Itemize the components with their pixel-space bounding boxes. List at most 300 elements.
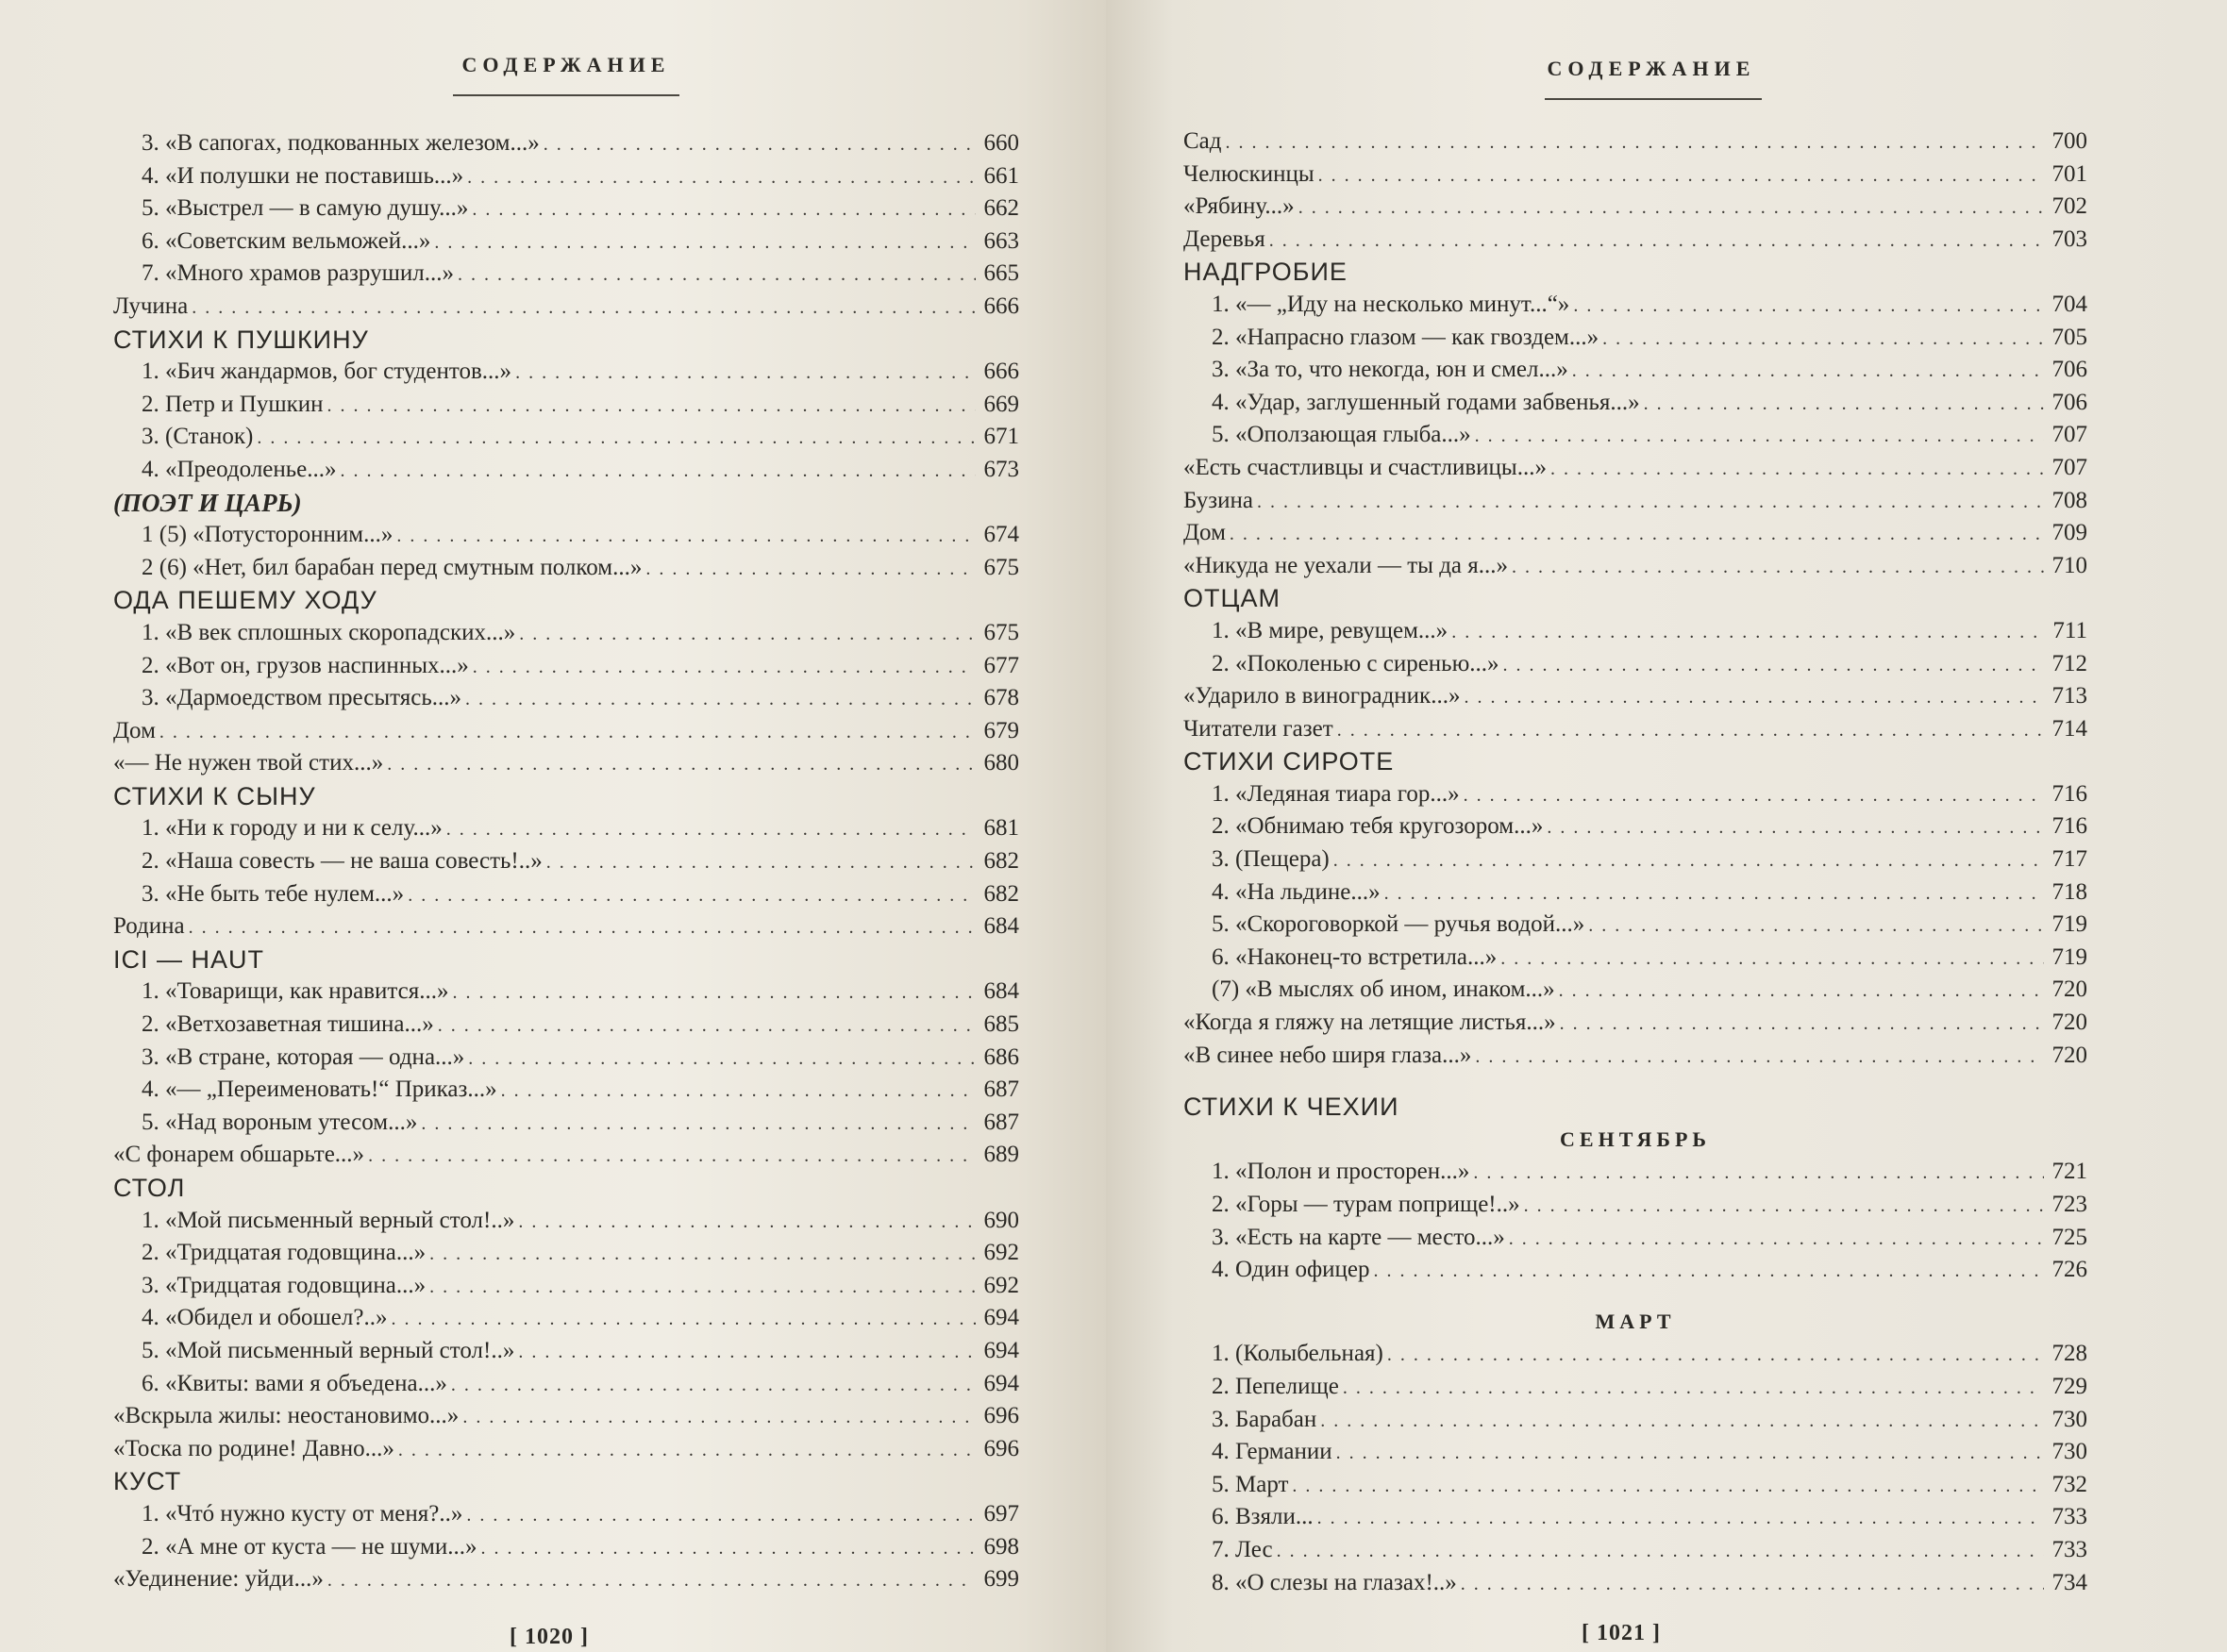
toc-entry <box>113 1237 1019 1270</box>
entry-page-number: 714 <box>2051 715 2087 742</box>
dot-leader <box>515 357 976 390</box>
entry-title: 2. Петр и Пушкин <box>142 391 324 417</box>
entry-page-number: 712 <box>2051 650 2087 676</box>
dot-leader <box>1226 126 2045 159</box>
toc-entry <box>1183 224 2087 257</box>
dot-leader <box>429 1271 976 1304</box>
dot-leader <box>421 1108 976 1141</box>
entry-page-number: 702 <box>2051 193 2087 220</box>
entry-title: 1. «Бич жандармов, бог студентов...» <box>142 359 512 385</box>
entry-title: 2. «А мне от куста — не шуми...» <box>142 1533 477 1560</box>
entry-title: Деревья <box>1183 225 1265 252</box>
entry-title: 2. «Вот он, грузов наспинных...» <box>142 652 469 678</box>
toc-entry <box>113 1107 1019 1140</box>
entry-title: 3. «В стране, которая — одна...» <box>142 1043 465 1070</box>
dot-leader <box>1509 1223 2044 1256</box>
entry-title: 2. «Горы — турам поприще!..» <box>1212 1192 1520 1217</box>
subsection-title: МАРТ <box>1595 1309 1676 1333</box>
toc-entry <box>113 1270 1019 1303</box>
section-title: (ПОЭТ И ЦАРЬ) <box>113 488 302 517</box>
entry-title: «Ударило в виноградник...» <box>1183 683 1461 709</box>
entry-page-number: 666 <box>983 292 1019 319</box>
dot-leader <box>1475 1041 2044 1074</box>
dot-leader <box>465 683 976 716</box>
entry-title: 1. «Товарищи, как нравится...» <box>142 978 449 1005</box>
toc-entry <box>1183 1371 2087 1404</box>
entry-title: (7) «В мыслях об ином, инаком...» <box>1212 976 1555 1003</box>
section-title: СТИХИ К ЧЕХИИ <box>1183 1093 1399 1122</box>
header-rule-right <box>1545 98 1762 100</box>
entry-title: 2. «Поколенью с сиренью...» <box>1212 650 1499 676</box>
entry-page-number: 675 <box>983 619 1019 645</box>
toc-entry <box>113 878 1019 911</box>
toc-entry <box>1183 387 2087 420</box>
entry-page-number: 719 <box>2051 911 2087 938</box>
dot-leader <box>1317 1502 2044 1535</box>
toc-entry <box>113 812 1019 845</box>
entry-page-number: 694 <box>983 1337 1019 1363</box>
dot-leader <box>466 1499 976 1532</box>
entry-title: Дом <box>113 717 156 743</box>
dot-leader <box>1343 1372 2044 1405</box>
dot-leader <box>1524 1190 2044 1223</box>
entry-title: «Вскрыла жилы: неостановимо...» <box>113 1403 460 1429</box>
entry-title: 2. «Обнимаю тебя кругозором...» <box>1212 813 1544 840</box>
entry-page-number: 733 <box>2051 1504 2087 1530</box>
dot-leader <box>1320 1405 2044 1438</box>
entry-page-number: 694 <box>983 1305 1019 1331</box>
toc-entry <box>113 976 1019 1009</box>
entry-title: Дом <box>1183 520 1226 546</box>
dot-leader <box>1588 909 2044 943</box>
dot-leader <box>1473 1157 2044 1190</box>
toc-entry <box>1183 615 2087 648</box>
entry-page-number: 732 <box>2051 1471 2087 1497</box>
dot-leader <box>467 161 976 194</box>
entry-title: 1. «Ледяная тиара гор...» <box>1212 780 1460 807</box>
dot-leader <box>518 1336 976 1369</box>
entry-title: 1. «— „Иду на несколько минут...“» <box>1212 291 1570 317</box>
entry-title: 1. «В мире, ревущем...» <box>1212 617 1448 643</box>
dot-leader <box>1644 388 2044 421</box>
entry-title: 5. «Оползающая глыба...» <box>1212 422 1471 448</box>
entry-page-number: 660 <box>983 130 1019 156</box>
entry-title: 1. «В век сплошных скоропадских...» <box>142 619 516 645</box>
toc-entry <box>1183 419 2087 452</box>
toc-section-heading <box>113 324 1019 357</box>
entry-title: «— Не нужен твой стих...» <box>113 750 384 776</box>
toc-entry <box>113 1400 1019 1433</box>
dot-leader <box>387 748 976 781</box>
entry-title: 4. «— „Переименовать!“ Приказ...» <box>142 1076 497 1103</box>
entry-page-number: 705 <box>2051 324 2087 350</box>
toc-entry <box>113 421 1019 454</box>
entry-title: 1. (Колыбельная) <box>1212 1341 1383 1367</box>
entry-page-number: 679 <box>983 717 1019 743</box>
entry-page-number: 720 <box>2051 1042 2087 1068</box>
entry-page-number: 733 <box>2051 1536 2087 1562</box>
toc-entry <box>113 192 1019 225</box>
toc-entry <box>113 1335 1019 1368</box>
entry-page-number: 716 <box>2051 780 2087 807</box>
entry-page-number: 717 <box>2051 846 2087 873</box>
toc-entry <box>1183 810 2087 843</box>
dot-leader <box>1559 975 2044 1008</box>
toc-entry <box>1183 1189 2087 1222</box>
toc-entry <box>113 127 1019 160</box>
dot-leader <box>192 292 976 325</box>
entry-title: «Есть счастливцы и счастливицы...» <box>1183 454 1547 480</box>
entry-title: 2. Пепелище <box>1212 1373 1339 1399</box>
section-title: СТОЛ <box>113 1174 186 1202</box>
toc-entry <box>1183 1156 2087 1189</box>
dot-leader <box>434 226 976 259</box>
dot-leader <box>1503 649 2044 682</box>
section-title: СТИХИ К ПУШКИНУ <box>113 325 369 354</box>
entry-title: 5. «Мой письменный верный стол!..» <box>142 1337 515 1363</box>
toc-entry <box>113 910 1019 943</box>
entry-title: 4. «Удар, заглушенный годами забвенья...» <box>1212 389 1640 415</box>
toc-entry <box>1183 1222 2087 1255</box>
dot-leader <box>341 455 976 488</box>
entry-page-number: 692 <box>983 1272 1019 1298</box>
entry-page-number: 680 <box>983 750 1019 776</box>
section-title: СТИХИ СИРОТЕ <box>1183 747 1395 776</box>
entry-title: 3. «Не быть тебе нулем...» <box>142 880 405 907</box>
entry-title: 4. «Преодоленье...» <box>142 456 337 482</box>
subsection-title: СЕНТЯБРЬ <box>1560 1126 1711 1151</box>
entry-page-number: 694 <box>983 1370 1019 1396</box>
entry-title: 4. Один офицер <box>1212 1257 1370 1283</box>
toc-subsection-heading <box>1183 1124 2087 1157</box>
entry-page-number: 703 <box>2051 225 2087 252</box>
entry-page-number: 684 <box>983 913 1019 940</box>
toc-entry <box>1183 1040 2087 1073</box>
dot-leader <box>1500 943 2044 976</box>
entry-page-number: 720 <box>2051 1010 2087 1036</box>
entry-title: 6. «Квиты: вами я объедена...» <box>142 1370 447 1396</box>
dot-leader <box>1384 877 2044 910</box>
toc-entry <box>1183 942 2087 975</box>
dot-leader <box>1257 486 2044 519</box>
toc-entry <box>1183 191 2087 224</box>
entry-title: «Никуда не уехали — ты да я...» <box>1183 552 1509 578</box>
dot-leader <box>1336 1437 2044 1470</box>
section-title: ICI — HAUT <box>113 944 265 974</box>
entry-title: 2. «Тридцатая годовщина...» <box>142 1240 427 1266</box>
entry-page-number: 696 <box>983 1435 1019 1461</box>
entry-title: 8. «О слезы на глазах!..» <box>1212 1569 1457 1595</box>
toc-entry <box>1183 517 2087 550</box>
section-title: НАДГРОБИЕ <box>1183 258 1348 287</box>
toc-entry <box>113 160 1019 193</box>
entry-title: 6. «Наконец-то встретила...» <box>1212 943 1498 970</box>
dot-leader <box>1298 192 2044 225</box>
dot-leader <box>546 846 976 879</box>
entry-title: 1 (5) «Потусторонним...» <box>142 522 393 548</box>
dot-leader <box>1602 323 2044 356</box>
toc-entry <box>1183 1567 2087 1600</box>
entry-title: Бузина <box>1183 487 1253 513</box>
entry-page-number: 687 <box>983 1109 1019 1135</box>
entry-title: 3. «За то, что некогда, юн и смел...» <box>1212 357 1568 383</box>
dot-leader <box>1475 420 2044 453</box>
entry-page-number: 707 <box>2051 454 2087 480</box>
toc-section-heading <box>113 487 1019 520</box>
entry-page-number: 706 <box>2051 389 2087 415</box>
entry-page-number: 663 <box>983 227 1019 254</box>
dot-leader <box>458 259 976 292</box>
toc-entry <box>113 682 1019 715</box>
toc-section-heading <box>113 1172 1019 1205</box>
page-header-right: СОДЕРЖАНИЕ <box>1547 57 1756 80</box>
dot-leader <box>1547 811 2044 844</box>
toc-entry <box>113 845 1019 878</box>
entry-page-number: 681 <box>983 815 1019 842</box>
dot-leader <box>438 1010 976 1043</box>
entry-title: 2. «Напрасно глазом — как гвоздем...» <box>1212 324 1599 350</box>
entry-title: 5. «Скороговоркой — ручья водой...» <box>1212 911 1585 938</box>
entry-title: 3. «В сапогах, подкованных железом...» <box>142 130 540 156</box>
dot-leader <box>481 1532 976 1565</box>
entry-page-number: 704 <box>2051 291 2087 317</box>
dot-leader <box>257 422 976 455</box>
dot-leader <box>1374 1255 2044 1288</box>
toc-subsection-heading <box>1183 1306 2087 1339</box>
entry-page-number: 709 <box>2051 520 2087 546</box>
entry-page-number: 711 <box>2052 617 2087 643</box>
entry-page-number: 662 <box>983 195 1019 222</box>
toc-entry <box>1183 680 2087 713</box>
entry-page-number: 677 <box>983 652 1019 678</box>
entry-page-number: 699 <box>983 1566 1019 1593</box>
entry-page-number: 689 <box>983 1142 1019 1168</box>
dot-leader <box>396 520 976 553</box>
dot-leader <box>501 1075 976 1108</box>
toc-left <box>113 127 1019 1596</box>
entry-page-number: 698 <box>983 1533 1019 1560</box>
dot-leader <box>1560 1008 2044 1041</box>
dot-leader <box>429 1238 976 1271</box>
right-page <box>1106 0 2227 1652</box>
dot-leader <box>1230 518 2044 551</box>
entry-page-number: 707 <box>2051 422 2087 448</box>
dot-leader <box>518 1206 976 1239</box>
dot-leader <box>462 1401 976 1434</box>
entry-page-number: 718 <box>2051 878 2087 905</box>
entry-title: 1. «Чтó нужно кусту от меня?..» <box>142 1500 463 1527</box>
toc-entry <box>113 650 1019 683</box>
toc-entry <box>1183 778 2087 811</box>
toc-entry <box>1183 876 2087 909</box>
dot-leader <box>472 193 976 226</box>
entry-title: 2. «Наша совесть — не ваша совесть!..» <box>142 848 543 875</box>
entry-page-number: 661 <box>983 162 1019 189</box>
toc-entry <box>1183 974 2087 1007</box>
entry-title: Лучина <box>113 292 189 319</box>
toc-entry <box>113 519 1019 552</box>
entry-page-number: 721 <box>2051 1159 2087 1185</box>
entry-page-number: 708 <box>2051 487 2087 513</box>
toc-section-heading <box>113 584 1019 617</box>
toc-section-heading <box>1183 582 2087 615</box>
toc-entry <box>1183 452 2087 485</box>
dot-leader <box>1573 290 2044 323</box>
toc-section-heading <box>1183 1091 2087 1124</box>
entry-page-number: 687 <box>983 1076 1019 1103</box>
entry-title: 3. «Есть на карте — место...» <box>1212 1224 1505 1250</box>
dot-leader <box>408 879 976 912</box>
dot-leader <box>1292 1470 2044 1503</box>
dot-leader <box>645 553 976 586</box>
dot-leader <box>452 976 976 1010</box>
entry-title: Читатели газет <box>1183 715 1333 742</box>
entry-page-number: 685 <box>983 1011 1019 1038</box>
dot-leader <box>473 651 976 684</box>
toc-entry <box>113 1498 1019 1531</box>
toc-entry <box>113 715 1019 748</box>
toc-section-heading <box>1183 745 2087 778</box>
entry-title: «Уединение: уйди...» <box>113 1566 324 1593</box>
dot-leader <box>327 390 976 423</box>
toc-entry <box>1183 713 2087 746</box>
toc-entry <box>113 291 1019 324</box>
entry-page-number: 690 <box>983 1207 1019 1233</box>
toc-entry <box>113 1531 1019 1564</box>
toc-entry <box>1183 1254 2087 1287</box>
entry-title: 2 (6) «Нет, бил барабан перед смутным полком...» <box>142 554 643 580</box>
page-number-left: [ 1020 ] <box>510 1625 589 1649</box>
toc-entry <box>1183 1404 2087 1437</box>
entry-page-number: 673 <box>983 456 1019 482</box>
toc-entry <box>1183 125 2087 159</box>
entry-page-number: 726 <box>2051 1257 2087 1283</box>
spacer <box>1183 1072 2087 1091</box>
toc-entry <box>1183 322 2087 355</box>
toc-entry <box>113 454 1019 487</box>
entry-page-number: 697 <box>983 1500 1019 1527</box>
section-title: КУСТ <box>113 1467 182 1496</box>
entry-title: 1. «Ни к городу и ни к селу...» <box>142 815 443 842</box>
entry-page-number: 665 <box>983 260 1019 287</box>
entry-page-number: 729 <box>2051 1373 2087 1399</box>
dot-leader <box>468 1043 976 1076</box>
entry-page-number: 674 <box>983 522 1019 548</box>
entry-title: 2. «Ветхозаветная тишина...» <box>142 1011 434 1038</box>
dot-leader <box>544 128 976 161</box>
dot-leader <box>1512 551 2044 584</box>
page-header-left: СОДЕРЖАНИЕ <box>461 53 671 76</box>
toc-entry <box>113 1074 1019 1107</box>
toc-entry <box>1183 1534 2087 1567</box>
entry-title: «Тоска по родине! Давно...» <box>113 1435 394 1461</box>
toc-entry <box>1183 550 2087 583</box>
toc-entry <box>113 1009 1019 1042</box>
dot-leader <box>1464 681 2044 714</box>
entry-page-number: 716 <box>2051 813 2087 840</box>
entry-page-number: 682 <box>983 880 1019 907</box>
entry-page-number: 725 <box>2051 1224 2087 1250</box>
dot-leader <box>519 618 976 651</box>
entry-title: 4. «На льдине...» <box>1212 878 1381 905</box>
toc-entry <box>113 1563 1019 1596</box>
entry-title: 4. Германии <box>1212 1439 1332 1465</box>
dot-leader <box>1318 159 2044 192</box>
toc-entry <box>113 552 1019 585</box>
spacer <box>1183 1287 2087 1306</box>
dot-leader <box>1461 1568 2044 1601</box>
toc-entry <box>113 1302 1019 1335</box>
entry-page-number: 682 <box>983 848 1019 875</box>
entry-title: 3. «Дармоедством пресытясь...» <box>142 685 461 711</box>
entry-page-number: 730 <box>2051 1439 2087 1465</box>
entry-page-number: 678 <box>983 685 1019 711</box>
entry-title: 7. «Много храмов разрушил...» <box>142 260 454 287</box>
entry-title: 3. Барабан <box>1212 1406 1317 1432</box>
entry-title: 3. (Пещера) <box>1212 846 1330 873</box>
toc-section-heading <box>113 1465 1019 1498</box>
entry-title: 5. «Над вороным утесом...» <box>142 1109 418 1135</box>
entry-title: 1. «Полон и просторен...» <box>1212 1159 1470 1185</box>
dot-leader <box>1550 453 2044 486</box>
toc-entry <box>113 225 1019 259</box>
entry-page-number: 692 <box>983 1240 1019 1266</box>
entry-title: 3. «Тридцатая годовщина...» <box>142 1272 427 1298</box>
entry-title: 5. Март <box>1212 1471 1289 1497</box>
section-title: СТИХИ К СЫНУ <box>113 781 316 810</box>
toc-entry <box>113 1368 1019 1401</box>
toc-entry <box>1183 648 2087 681</box>
entry-title: 4. «Обидел и обошел?..» <box>142 1305 388 1331</box>
section-title: ОДА ПЕШЕМУ ХОДУ <box>113 586 377 615</box>
entry-title: «С фонарем обшарьте...» <box>113 1142 365 1168</box>
toc-entry <box>1183 485 2087 518</box>
toc-entry <box>113 617 1019 650</box>
entry-title: 5. «Выстрел — в самую душу...» <box>142 195 469 222</box>
entry-title: «Рябину...» <box>1183 193 1295 220</box>
entry-title: Сад <box>1183 128 1222 154</box>
entry-page-number: 666 <box>983 359 1019 385</box>
toc-section-heading <box>1183 256 2087 289</box>
entry-title: «Когда я гляжу на летящие листья...» <box>1183 1010 1556 1036</box>
entry-page-number: 734 <box>2051 1569 2087 1595</box>
dot-leader <box>391 1303 976 1336</box>
toc-entry <box>113 747 1019 780</box>
entry-title: 6. «Советским вельможей...» <box>142 227 431 254</box>
entry-title: 7. Лес <box>1212 1536 1273 1562</box>
toc-entry <box>1183 1501 2087 1534</box>
dot-leader <box>1277 1535 2044 1568</box>
toc-entry <box>1183 909 2087 942</box>
section-title: ОТЦАМ <box>1183 584 1281 613</box>
header-rule-left <box>453 94 679 96</box>
entry-title: 6. Взяли... <box>1212 1504 1314 1530</box>
entry-page-number: 706 <box>2051 357 2087 383</box>
toc-entry <box>1183 1469 2087 1502</box>
entry-page-number: 684 <box>983 978 1019 1005</box>
dot-leader <box>368 1140 976 1173</box>
entry-page-number: 723 <box>2051 1192 2087 1217</box>
entry-page-number: 701 <box>2051 160 2087 187</box>
entry-page-number: 700 <box>2051 128 2087 154</box>
toc-entry <box>113 258 1019 291</box>
entry-page-number: 669 <box>983 391 1019 417</box>
dot-leader <box>1451 616 2044 649</box>
toc-section-heading <box>113 780 1019 813</box>
entry-title: Родина <box>113 913 185 940</box>
dot-leader <box>446 813 976 846</box>
dot-leader <box>398 1434 976 1467</box>
